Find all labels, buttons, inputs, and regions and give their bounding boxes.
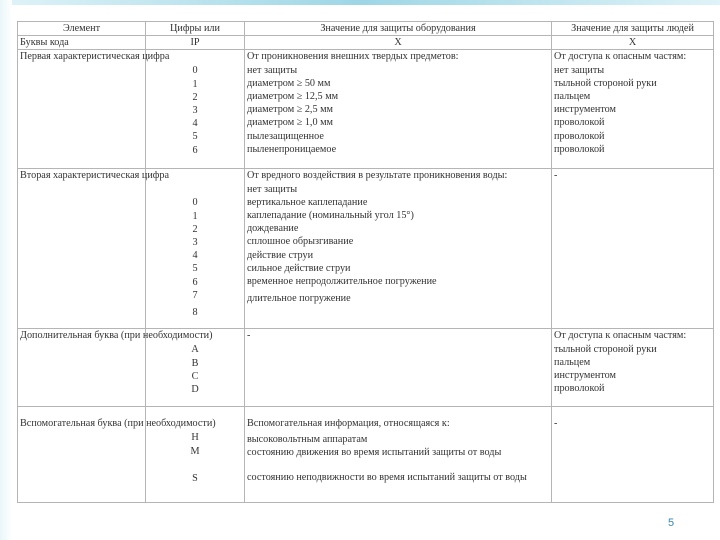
header-digits: Цифры или	[146, 22, 245, 36]
auxiliary-letter-label: Вспомогательная буква (при необходимости)	[18, 407, 146, 503]
second-digit-people-heading: -	[554, 170, 558, 182]
code-letters-row	[18, 36, 714, 50]
second-digit-equipment-item: дождевание	[247, 223, 299, 235]
second-digit-equipment-item: временное непродолжительное погружение	[247, 276, 437, 288]
first-digit-code: 6	[192, 144, 198, 156]
additional-letter-code: B	[191, 357, 199, 369]
second-digit-code: 7	[192, 289, 198, 301]
auxiliary-letter-equipment-item: состоянию неподвижности во время испытаний защиты от воды	[247, 472, 527, 484]
code-letters-value: IP	[146, 36, 245, 50]
first-digit-equipment-item: диаметром ≥ 12,5 мм	[247, 91, 339, 103]
auxiliary-letter-equipment-item: состоянию движения во время испытаний защиты от воды	[247, 446, 502, 458]
table-header-row	[18, 22, 714, 36]
second-digit-code: 4	[192, 250, 198, 262]
additional-letter-people	[552, 329, 714, 407]
second-digit-equipment-item: нет защиты	[247, 183, 298, 195]
first-digit-equipment	[245, 50, 552, 169]
first-digit-people-item: нет защиты	[554, 64, 605, 76]
auxiliary-letter-code: H	[191, 432, 199, 444]
second-digit-section	[18, 169, 714, 329]
first-digit-equipment-item: диаметром ≥ 2,5 мм	[247, 104, 334, 116]
first-digit-code: 3	[192, 105, 198, 117]
auxiliary-letter-equipment-heading: Вспомогательная информация, относящаяся к:	[247, 418, 450, 430]
header-element: Элемент	[18, 22, 146, 36]
second-digit-equipment-item: действие струи	[247, 249, 314, 261]
first-digit-code: 2	[192, 91, 198, 103]
top-accent-line	[0, 0, 720, 5]
additional-letter-code: D	[191, 384, 199, 396]
first-digit-people-item: инструментом	[554, 104, 617, 116]
additional-letter-people-item: проволокой	[554, 383, 605, 395]
first-digit-code: 0	[192, 65, 198, 77]
additional-letter-code: C	[191, 370, 199, 382]
first-digit-section	[18, 50, 714, 169]
second-digit-equipment-item: каплепадание (номинальный угол 15°)	[247, 210, 414, 222]
ip-code-table	[17, 21, 714, 503]
first-digit-equipment-item: пыленепроницаемое	[247, 143, 337, 155]
code-letters-people: X	[552, 36, 714, 50]
second-digit-code: 1	[192, 210, 198, 222]
code-letters-label: Буквы кода	[18, 36, 146, 50]
second-digit-equipment-item: сплошное обрызгивание	[247, 236, 354, 248]
first-digit-equipment-item: диаметром ≥ 50 мм	[247, 77, 331, 89]
auxiliary-letter-equipment	[245, 407, 552, 503]
second-digit-code: 0	[192, 197, 198, 209]
first-digit-code: 5	[192, 131, 198, 143]
first-digit-code: 4	[192, 118, 198, 130]
auxiliary-letter-section	[18, 407, 714, 503]
auxiliary-letter-people	[552, 407, 714, 503]
first-digit-equipment-item: пылезащищенное	[247, 130, 324, 142]
second-digit-code: 3	[192, 237, 198, 249]
auxiliary-letter-code: S	[192, 472, 198, 484]
auxiliary-letter-people-heading: -	[554, 418, 558, 430]
header-equipment: Значение для защиты оборудования	[245, 22, 552, 36]
additional-letter-label: Дополнительная буква (при необходимости)	[18, 329, 146, 407]
header-people: Значение для защиты людей	[552, 22, 714, 36]
second-digit-code: 5	[192, 263, 198, 275]
second-digit-equipment-heading: От вредного воздействия в результате проникновения воды:	[247, 170, 508, 182]
first-digit-people-item: проволокой	[554, 143, 605, 155]
first-digit-people-heading: От доступа к опасным частям:	[554, 51, 687, 63]
first-digit-people-item: проволокой	[554, 117, 605, 129]
first-digit-label: Первая характеристическая цифра	[18, 50, 146, 169]
first-digit-people	[552, 50, 714, 169]
auxiliary-letter-equipment-item: высоковольтным аппаратам	[247, 433, 368, 445]
first-digit-equipment-item: нет защиты	[247, 64, 298, 76]
first-digit-codes	[146, 50, 245, 169]
auxiliary-letter-code: M	[190, 445, 200, 457]
first-digit-equipment-heading: От проникновения внешних твердых предметов:	[247, 51, 459, 63]
additional-letter-equipment	[245, 329, 552, 407]
additional-letter-equipment-heading: -	[247, 330, 251, 342]
additional-letter-people-item: пальцем	[554, 356, 591, 368]
second-digit-equipment-item: вертикальное каплепадание	[247, 196, 368, 208]
page-number: 5	[668, 517, 675, 529]
additional-letter-people-item: инструментом	[554, 370, 617, 382]
second-digit-code: 8	[192, 307, 198, 319]
second-digit-codes	[146, 169, 245, 329]
second-digit-label: Вторая характеристическая цифра	[18, 169, 146, 329]
first-digit-people-item: тыльной стороной руки	[554, 77, 657, 89]
second-digit-equipment	[245, 169, 552, 329]
first-digit-equipment-item: диаметром ≥ 1,0 мм	[247, 117, 334, 129]
additional-letter-people-heading: От доступа к опасным частям:	[554, 330, 687, 342]
second-digit-people	[552, 169, 714, 329]
second-digit-code: 2	[192, 223, 198, 235]
additional-letter-code: A	[191, 344, 199, 356]
first-digit-people-item: проволокой	[554, 130, 605, 142]
code-letters-equipment: X	[245, 36, 552, 50]
additional-letter-section	[18, 329, 714, 407]
left-accent-bar	[0, 0, 12, 540]
second-digit-code: 6	[192, 276, 198, 288]
first-digit-code: 1	[192, 78, 198, 90]
second-digit-equipment-item: сильное действие струи	[247, 262, 351, 274]
second-digit-equipment-item: длительное погружение	[247, 293, 351, 305]
additional-letter-people-item: тыльной стороной руки	[554, 343, 657, 355]
first-digit-people-item: пальцем	[554, 91, 591, 103]
